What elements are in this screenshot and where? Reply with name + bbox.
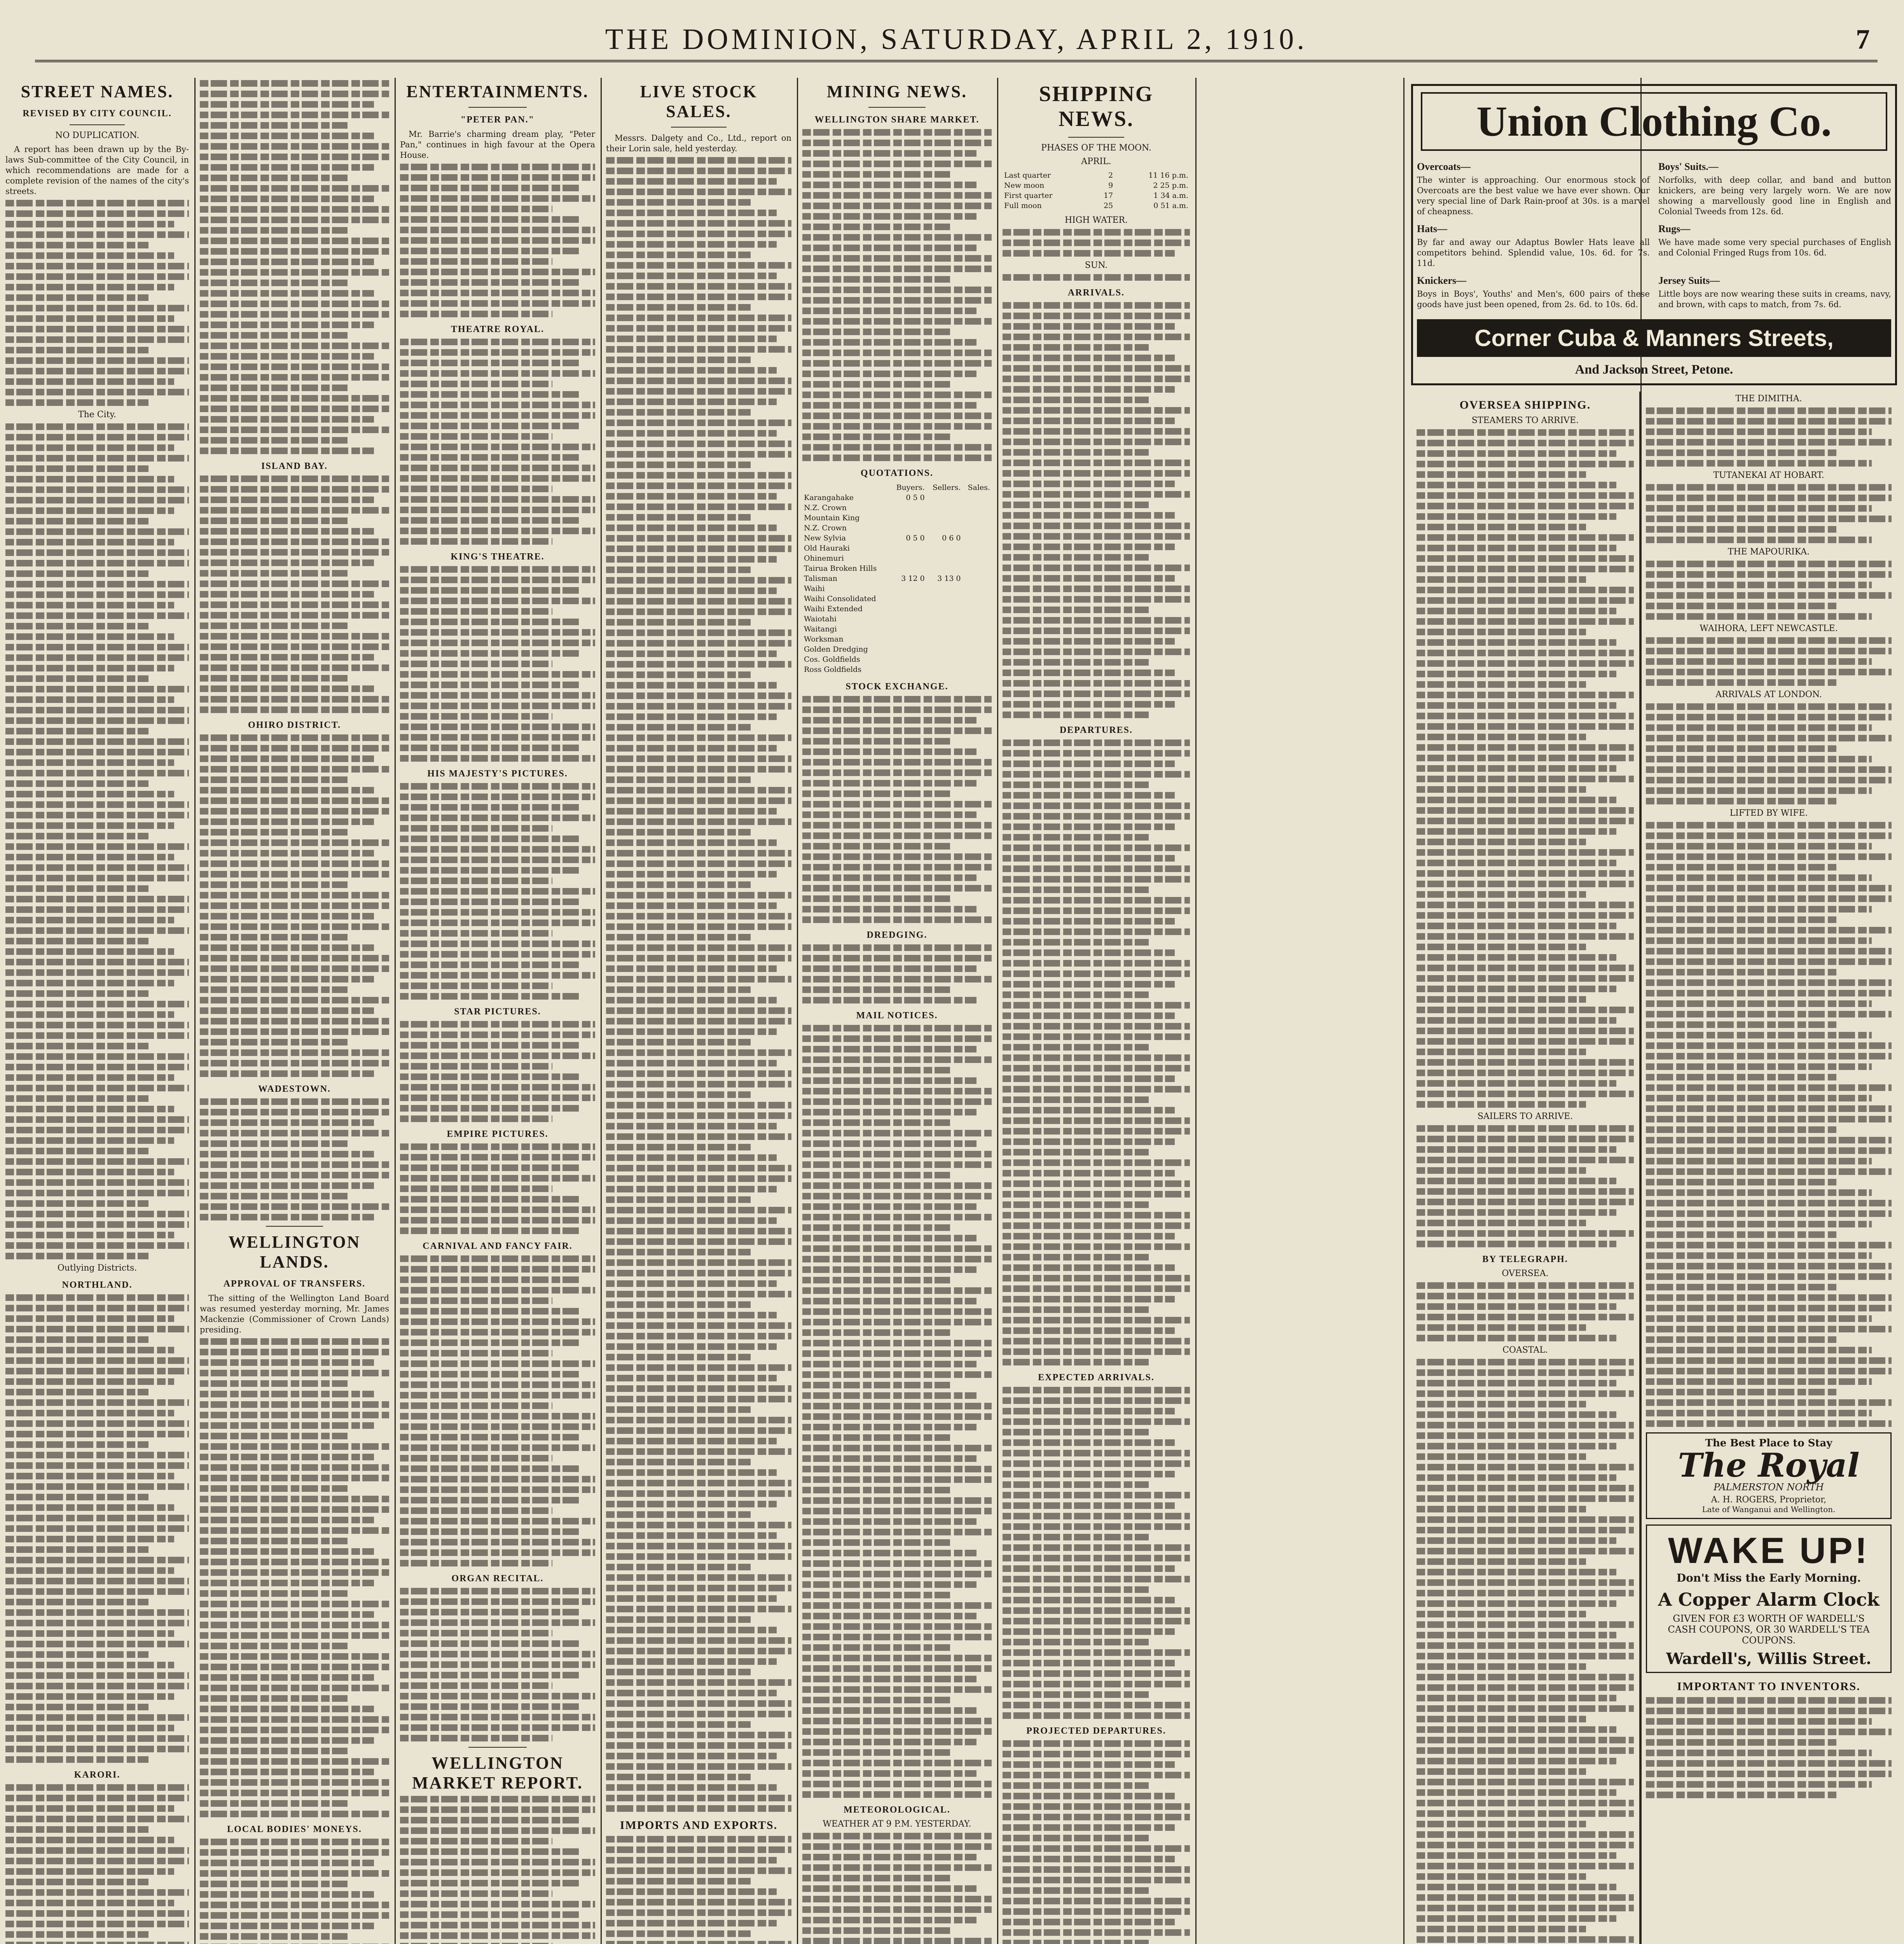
moon-day-cell: 2 xyxy=(1108,171,1113,180)
price-cell xyxy=(926,543,962,553)
moon-time-cell: 0 51 a.m. xyxy=(1153,201,1188,210)
divider xyxy=(70,124,125,125)
text-block xyxy=(1417,429,1634,1108)
article-heading: WELLINGTON MARKET REPORT. xyxy=(412,1753,583,1792)
price-cell: 0 5 0 xyxy=(906,493,925,502)
wardell-address: Wardell's, Willis Street. xyxy=(1666,1650,1872,1668)
advertisements-area xyxy=(1411,78,1897,1944)
ad-cell-jersey-suits xyxy=(1658,269,1891,310)
price-cell xyxy=(926,503,962,513)
section-heading: MAIL NOTICES. xyxy=(856,1010,938,1021)
ad-cell-heading: Boys' Suits.— xyxy=(1658,161,1719,172)
price-cell xyxy=(962,634,992,644)
divider xyxy=(468,1747,527,1748)
article-paragraph: Messrs. Dalgety and Co., Ltd., report on their Lorin sale, held yesterday. xyxy=(606,133,791,153)
section-heading: WELLINGTON SHARE MARKET. xyxy=(814,115,980,125)
section-heading: NORTHLAND. xyxy=(62,1280,133,1290)
price-cell xyxy=(962,614,992,624)
price-cell xyxy=(890,664,926,675)
company-name-cell: New Sylvia xyxy=(804,534,846,542)
text-block xyxy=(802,1833,992,1944)
text-block xyxy=(606,1836,791,1944)
wake-up-ad xyxy=(1646,1524,1892,1673)
section-heading: OVERSEA SHIPPING. xyxy=(1459,399,1591,411)
text-block xyxy=(400,1796,595,1944)
ad-cell-heading: Overcoats— xyxy=(1417,161,1471,172)
moon-day-cell: 25 xyxy=(1104,201,1113,210)
moon-phase-cell: Last quarter xyxy=(1004,171,1051,180)
ad-cell-rugs xyxy=(1658,217,1891,269)
price-cell xyxy=(962,594,992,604)
ad-cell-text: Norfolks, with deep collar, and band and button knickers, are being very largely worn. We are now showing a marvellously good line in English and Colonial Tweeds from 12s. 6d. xyxy=(1658,175,1891,216)
price-cell: 0 5 0 xyxy=(906,534,925,542)
price-cell xyxy=(962,624,992,634)
company-name-cell: N.Z. Crown xyxy=(804,503,847,512)
alarm-clock-offer: A Copper Alarm Clock xyxy=(1658,1589,1880,1610)
section-heading: WAIHORA, LEFT NEWCASTLE. xyxy=(1700,624,1838,633)
table-row xyxy=(802,614,992,624)
section-heading: LOCAL BODIES' MONEYS. xyxy=(227,1824,362,1834)
ad-cell-overcoats xyxy=(1417,155,1650,217)
moon-phases-table xyxy=(1003,170,1190,211)
company-name-cell: Worksman xyxy=(804,635,844,643)
price-cell xyxy=(926,584,962,594)
text-block xyxy=(1646,484,1892,543)
section-heading: OHIRO DISTRICT. xyxy=(248,720,341,730)
article-heading: MINING NEWS. xyxy=(826,82,968,101)
text-block xyxy=(200,80,389,454)
price-cell xyxy=(890,654,926,664)
section-heading: LIFTED BY WIFE. xyxy=(1729,808,1808,818)
section-subheading: STEAMERS TO ARRIVE. xyxy=(1471,416,1579,425)
union-clothing-banner xyxy=(1417,319,1891,357)
price-cell xyxy=(962,503,992,513)
price-cell xyxy=(962,513,992,523)
moon-time-cell: 2 25 p.m. xyxy=(1153,181,1188,190)
royal-hotel-logo: The Royal xyxy=(1678,1446,1860,1484)
ad-cell-text: Little boys are now wearing these suits in creams, navy, and brown, with caps to match, from 7s. 6d. xyxy=(1658,289,1891,309)
table-header: Sellers. xyxy=(932,483,961,492)
text-block xyxy=(5,200,189,406)
price-cell xyxy=(926,523,962,533)
newspaper-title: THE DOMINION, SATURDAY, APRIL 2, 1910. xyxy=(605,23,1308,56)
moon-time-cell: 11 16 p.m. xyxy=(1148,171,1188,180)
union-clothing-ad xyxy=(1411,84,1897,385)
ad-cell-heading: Rugs— xyxy=(1658,223,1691,234)
column-live-stock xyxy=(601,78,797,1944)
table-row xyxy=(1003,170,1190,180)
section-heading: METEOROLOGICAL. xyxy=(844,1805,950,1815)
text-block xyxy=(200,734,389,1077)
section-heading: KARORI. xyxy=(74,1770,121,1780)
price-cell xyxy=(926,604,962,614)
company-name-cell: Talisman xyxy=(804,574,838,583)
section-heading: DREDGING. xyxy=(866,930,928,940)
ad-proprietor-note: Late of Wanganui and Wellington. xyxy=(1702,1505,1836,1514)
section-heading: CARNIVAL AND FANCY FAIR. xyxy=(423,1241,573,1251)
price-cell xyxy=(962,584,992,594)
price-cell xyxy=(962,533,992,543)
price-cell xyxy=(926,664,962,675)
table-row xyxy=(802,654,992,664)
wake-up-title: WAKE UP! xyxy=(1668,1530,1869,1571)
text-block xyxy=(400,1588,595,1741)
moon-day-cell: 17 xyxy=(1104,191,1113,200)
price-cell xyxy=(890,604,926,614)
union-clothing-grid xyxy=(1417,155,1891,310)
price-cell xyxy=(962,563,992,573)
text-block xyxy=(1646,637,1892,686)
table-row xyxy=(802,644,992,654)
price-cell xyxy=(890,553,926,563)
text-block xyxy=(1646,1697,1892,1798)
section-heading: "PETER PAN." xyxy=(460,115,535,125)
section-heading: HIS MAJESTY'S PICTURES. xyxy=(427,769,568,779)
section-heading: KING'S THEATRE. xyxy=(451,552,545,562)
wake-up-subtitle: Don't Miss the Early Morning. xyxy=(1676,1572,1861,1584)
price-cell: 0 6 0 xyxy=(942,534,961,542)
column-street-names xyxy=(0,78,194,1944)
article-paragraph: A report has been drawn up by the By-laws Sub-committee of the City Council, in which recommendations are made for a complete revision of the names of the city's streets. xyxy=(5,145,189,196)
section-heading: DEPARTURES. xyxy=(1059,725,1133,735)
section-heading: STOCK EXCHANGE. xyxy=(845,682,949,692)
text-block xyxy=(802,944,992,1003)
divider xyxy=(266,1226,323,1227)
section-heading: ARRIVALS AT LONDON. xyxy=(1715,690,1822,699)
company-name-cell: Old Hauraki xyxy=(804,544,850,552)
table-body xyxy=(1003,170,1190,211)
price-cell xyxy=(926,654,962,664)
price-cell xyxy=(962,493,992,503)
section-heading: Outlying Districts. xyxy=(57,1263,137,1273)
table-header-row xyxy=(802,483,992,493)
text-block xyxy=(1646,703,1892,804)
ad-cell-heading: Jersey Suits— xyxy=(1658,275,1720,286)
section-heading: TUTANEKAI AT HOBART. xyxy=(1713,470,1824,480)
text-block xyxy=(5,1294,189,1763)
section-heading: THE DIMITHA. xyxy=(1735,394,1802,404)
table-row xyxy=(1003,191,1190,201)
section-heading: THE MAPOURIKA. xyxy=(1728,547,1810,557)
text-block xyxy=(1646,407,1892,467)
table-row xyxy=(802,584,992,594)
text-block xyxy=(400,783,595,1000)
text-block xyxy=(1003,1740,1190,1944)
price-cell xyxy=(926,563,962,573)
ad-location: PALMERSTON NORTH xyxy=(1714,1482,1824,1493)
text-block xyxy=(400,164,595,317)
table-row xyxy=(802,553,992,563)
price-cell xyxy=(962,654,992,664)
price-cell xyxy=(926,624,962,634)
quotations-table xyxy=(802,483,992,675)
ad-cell-knickers xyxy=(1417,269,1650,310)
divider xyxy=(468,107,527,108)
article-heading: LIVE STOCK SALES. xyxy=(640,82,758,121)
article-paragraph: Mr. Barrie's charming dream play, "Peter Pan," continues in high favour at the Opera House. xyxy=(400,129,595,160)
section-heading: EXPECTED ARRIVALS. xyxy=(1038,1372,1155,1383)
table-row xyxy=(802,533,992,543)
table-header: Sales. xyxy=(968,483,990,492)
banner-subaddress: And Jackson Street, Petone. xyxy=(1575,362,1733,377)
section-heading: ISLAND BAY. xyxy=(261,461,328,471)
company-name-cell: Ross Goldfields xyxy=(804,665,862,674)
column-rule xyxy=(1403,78,1404,1944)
section-heading: PROJECTED DEPARTURES. xyxy=(1026,1726,1166,1736)
union-clothing-title: Union Clothing Co. xyxy=(1421,92,1887,151)
company-name-cell: Cos. Goldfields xyxy=(804,655,860,664)
column-rule xyxy=(1195,78,1197,1944)
text-block xyxy=(400,1021,595,1122)
article-heading: ENTERTAINMENTS. xyxy=(406,82,589,101)
table-header: Buyers. xyxy=(896,483,925,492)
ad-tagline: The Best Place to Stay xyxy=(1705,1437,1832,1449)
section-heading: BY TELEGRAPH. xyxy=(1482,1254,1568,1264)
table-row xyxy=(802,493,992,503)
company-name-cell: Waitangi xyxy=(804,625,837,633)
table-row xyxy=(802,594,992,604)
text-block xyxy=(200,1098,389,1220)
moon-phase-cell: First quarter xyxy=(1004,191,1053,200)
price-cell xyxy=(926,513,962,523)
text-block xyxy=(1003,739,1190,1365)
ad-cell-heading: Knickers— xyxy=(1417,275,1467,286)
price-cell xyxy=(926,553,962,563)
price-cell xyxy=(962,664,992,675)
price-cell xyxy=(890,584,926,594)
text-block xyxy=(5,1784,189,1944)
column-mining-news xyxy=(797,78,997,1944)
section-heading: THEATRE ROYAL. xyxy=(451,324,545,334)
moon-day-cell: 9 xyxy=(1108,181,1113,190)
ad-cell-text: By far and away our Adaptus Bowler Hats leave all competitors behind. Splendid value, 10s. 6d. for 7s. 11d. xyxy=(1417,238,1650,268)
section-heading: EMPIRE PICTURES. xyxy=(447,1129,548,1139)
oversea-shipping-column xyxy=(1411,392,1640,1944)
section-subheading: APRIL. xyxy=(1081,157,1111,166)
section-heading: IMPORTS AND EXPORTS. xyxy=(620,1819,778,1832)
section-heading: STAR PICTURES. xyxy=(454,1007,541,1017)
divider xyxy=(671,127,727,128)
text-block xyxy=(1646,822,1892,1427)
company-name-cell: N.Z. Crown xyxy=(804,524,847,532)
article-subheading: REVISED BY CITY COUNCIL. xyxy=(23,108,172,119)
table-row xyxy=(802,513,992,523)
table-row xyxy=(802,634,992,644)
coupon-terms: GIVEN FOR £3 WORTH OF WARDELL'S CASH COUPONS, OR 30 WARDELL'S TEA COUPONS. xyxy=(1668,1613,1870,1646)
price-cell xyxy=(926,614,962,624)
section-heading: ARRIVALS. xyxy=(1067,288,1125,298)
text-block xyxy=(802,129,992,461)
section-heading: HIGH WATER. xyxy=(1064,215,1128,225)
ad-cell-heading: Hats— xyxy=(1417,223,1447,234)
text-block xyxy=(1417,1359,1634,1944)
moon-time-cell: 1 34 a.m. xyxy=(1153,191,1188,200)
divider xyxy=(1068,137,1125,138)
table-body xyxy=(802,493,992,675)
section-subheading: WEATHER AT 9 P.M. YESTERDAY. xyxy=(823,1819,971,1829)
company-name-cell: Waihi xyxy=(804,584,825,593)
section-heading: PHASES OF THE MOON. xyxy=(1041,143,1151,153)
price-cell xyxy=(890,594,926,604)
article-heading: STREET NAMES. xyxy=(21,82,174,101)
article-paragraph: The sitting of the Wellington Land Board was resumed yesterday morning, Mr. James Mackenzie (Commissioner of Crown Lands) presiding. xyxy=(200,1294,389,1334)
article-subheading: NO DUPLICATION. xyxy=(55,131,140,140)
price-cell xyxy=(926,493,962,503)
text-block xyxy=(1417,1125,1634,1247)
price-cell xyxy=(890,503,926,513)
text-block xyxy=(1646,561,1892,620)
text-block xyxy=(1417,1282,1634,1341)
article-heading: WELLINGTON LANDS. xyxy=(228,1232,361,1271)
divider xyxy=(868,107,925,108)
ad-cell-text: The winter is approaching. Our enormous stock of Overcoats are the best value we have ever shown. Our very special line of Dark Rain-proof at 30s. is a marvel of cheapness. xyxy=(1417,175,1650,216)
table-row xyxy=(802,624,992,634)
ad-cell-text: We have made some very special purchases of English and Colonial Fringed Rugs from 10s. 6d. xyxy=(1658,238,1891,257)
text-block xyxy=(400,339,595,545)
price-cell xyxy=(962,543,992,553)
text-block xyxy=(200,476,389,713)
company-name-cell: Ohinemuri xyxy=(804,554,844,563)
text-block xyxy=(5,423,189,1259)
text-block xyxy=(200,1338,389,1817)
price-cell xyxy=(890,644,926,654)
price-cell xyxy=(890,624,926,634)
text-block xyxy=(1003,1387,1190,1719)
table-row xyxy=(802,523,992,533)
table-row xyxy=(802,664,992,675)
column-wellington-lands xyxy=(194,78,395,1944)
section-subheading: SAILERS TO ARRIVE. xyxy=(1477,1112,1573,1121)
column-entertainments xyxy=(395,78,601,1944)
text-block xyxy=(802,1025,992,1798)
company-name-cell: Mountain King xyxy=(804,514,860,522)
price-cell xyxy=(926,594,962,604)
text-block xyxy=(400,1143,595,1234)
ad-cell-boys-suits xyxy=(1658,155,1891,217)
text-block xyxy=(606,157,791,1812)
ad-proprietor: A. H. ROGERS, Proprietor, xyxy=(1711,1495,1827,1505)
notes-and-ads-column xyxy=(1640,392,1897,1944)
table-row xyxy=(802,503,992,513)
text-block xyxy=(1003,302,1190,718)
price-cell xyxy=(962,604,992,614)
ad-lower-area xyxy=(1411,392,1897,1944)
ad-cell-hats xyxy=(1417,217,1650,269)
price-cell xyxy=(890,513,926,523)
section-subheading: COASTAL. xyxy=(1502,1345,1548,1355)
royal-hotel-ad xyxy=(1646,1432,1892,1519)
section-heading: QUOTATIONS. xyxy=(860,468,934,478)
moon-phase-cell: New moon xyxy=(1004,181,1045,190)
masthead xyxy=(35,19,1878,62)
price-cell xyxy=(962,644,992,654)
moon-phase-cell: Full moon xyxy=(1004,201,1042,210)
text-block xyxy=(400,566,595,762)
section-heading: ORGAN RECITAL. xyxy=(451,1573,544,1584)
price-cell xyxy=(926,634,962,644)
section-heading: WADESTOWN. xyxy=(258,1084,331,1094)
masthead-rule xyxy=(35,60,1878,62)
table-row xyxy=(802,604,992,614)
price-cell xyxy=(890,543,926,553)
section-heading: SUN. xyxy=(1085,260,1108,270)
company-name-cell: Tairua Broken Hills xyxy=(804,564,877,573)
text-block xyxy=(400,1255,595,1566)
section-heading: The City. xyxy=(78,410,117,420)
company-name-cell: Waihi Consolidated xyxy=(804,594,876,603)
company-name-cell: Waihi Extended xyxy=(804,605,863,613)
table-row xyxy=(802,563,992,573)
price-cell xyxy=(926,644,962,654)
article-subheading: APPROVAL OF TRANSFERS. xyxy=(223,1279,366,1289)
price-cell: 3 13 0 xyxy=(937,574,961,583)
text-block xyxy=(1003,229,1190,257)
price-cell xyxy=(890,523,926,533)
article-heading: SHIPPING NEWS. xyxy=(1039,82,1154,131)
price-cell: 3 12 0 xyxy=(901,574,925,583)
price-cell xyxy=(962,523,992,533)
column-shipping-news xyxy=(997,78,1195,1944)
section-heading: IMPORTANT TO INVENTORS. xyxy=(1677,1680,1860,1693)
company-name-cell: Karangahake xyxy=(804,493,854,502)
price-cell xyxy=(890,634,926,644)
price-cell xyxy=(890,614,926,624)
text-block xyxy=(200,1839,389,1944)
page-number: 7 xyxy=(1856,24,1870,55)
price-cell xyxy=(962,553,992,563)
text-block xyxy=(802,696,992,923)
table-row xyxy=(802,543,992,553)
ad-cell-text: Boys in Boys', Youths' and Men's, 600 pairs of these goods have just been opened, from 2s. 6d. to 10s. 6d. xyxy=(1417,289,1650,309)
price-cell xyxy=(962,573,992,584)
section-subheading: OVERSEA. xyxy=(1502,1269,1549,1278)
text-block xyxy=(1003,274,1190,281)
company-name-cell: Waiotahi xyxy=(804,615,837,623)
company-name-cell: Golden Dredging xyxy=(804,645,868,654)
price-cell xyxy=(890,563,926,573)
banner-address: Corner Cuba & Manners Streets, xyxy=(1474,325,1834,351)
table-row xyxy=(1003,201,1190,211)
table-row xyxy=(802,573,992,584)
table-row xyxy=(1003,180,1190,191)
